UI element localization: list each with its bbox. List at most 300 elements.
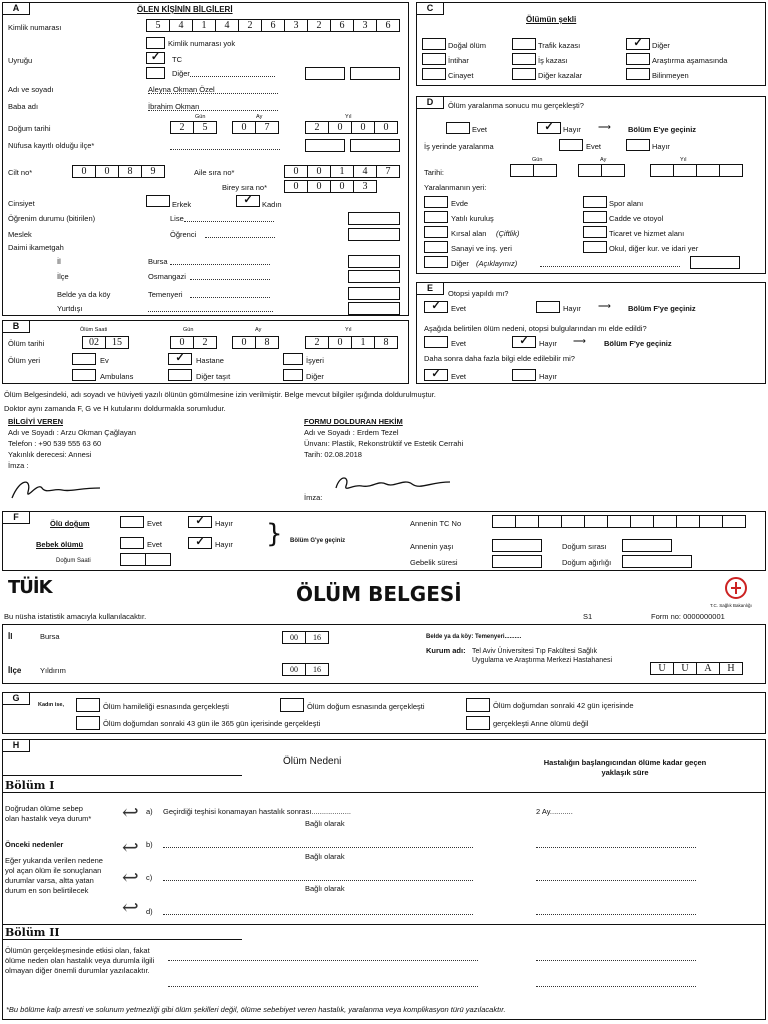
hook-b-icon: ↩ bbox=[122, 835, 139, 859]
section-e-tag: E bbox=[416, 282, 444, 295]
cause-b-letter: b) bbox=[146, 840, 153, 849]
ad-soyad-line bbox=[148, 93, 278, 94]
h-dogrudan: Doğrudan ölüme sebep olan hastalık veya durum* bbox=[5, 804, 92, 823]
belge-nusha: Bu nüsha istatistik amacıyla kullanılacaktır. bbox=[4, 612, 147, 621]
dogum-tarihi-label: Doğum tarihi bbox=[8, 124, 51, 133]
tc-digit: 1 bbox=[192, 19, 216, 32]
olum-gun[interactable] bbox=[170, 336, 216, 349]
gebelik-label: Gebelik süresi bbox=[410, 558, 458, 567]
dogum-gun[interactable] bbox=[170, 121, 216, 134]
kurum-kod-digit: U bbox=[673, 662, 697, 675]
olum-ay[interactable] bbox=[232, 336, 278, 349]
tc-digits[interactable] bbox=[146, 19, 399, 32]
h-sure-header: Hastalığın başlangıcından ölüme kadar geçen yaklaşık süre bbox=[543, 758, 707, 777]
d-goto-e: Bölüm E'ye geçiniz bbox=[628, 125, 697, 134]
daimi-il-label: İl bbox=[57, 257, 61, 266]
h-eger: Eğer yukarıda verilen nedene yol açan ölüm ile sonuçlanan durumlar varsa, altta yatan durum en son belirtilecek bbox=[5, 856, 103, 895]
yaralanma-yeri-label: Yaralanmanın yeri: bbox=[424, 183, 487, 192]
f-goto-g: Bölüm G'ye geçiniz bbox=[290, 538, 346, 544]
nufus-code-1[interactable] bbox=[305, 139, 345, 152]
olum-ay-h: Ay bbox=[255, 327, 262, 333]
daimi-yurtdisi-code[interactable] bbox=[348, 302, 400, 315]
intihar-checkbox[interactable] bbox=[422, 53, 446, 65]
hekim-ad: Adı ve Soyadı : Erdem Tezel bbox=[304, 428, 399, 437]
section-a-title: ÖLEN KİŞİNİN BİLGİLERİ bbox=[137, 5, 233, 14]
dogum-agirligi-field[interactable] bbox=[622, 555, 692, 568]
meslek-code[interactable] bbox=[348, 228, 400, 241]
il-code-digit: 00 bbox=[282, 631, 306, 644]
ev-checkbox[interactable] bbox=[72, 353, 96, 365]
daimi-il-value: Bursa bbox=[148, 257, 168, 266]
veren-title: BİLGİYİ VEREN bbox=[8, 417, 64, 426]
d-diger-line bbox=[540, 266, 680, 267]
hook-d-icon: ↩ bbox=[122, 895, 139, 919]
d-tarihi-label: Tarihi: bbox=[424, 168, 445, 177]
annenin-tc-label: Annenin TC No bbox=[410, 519, 462, 528]
g-o4-label: Ölüm doğumdan sonraki 43 gün ile 365 gün içerisinde gerçekleşti bbox=[103, 719, 321, 728]
dogal-label: Doğal ölüm bbox=[448, 41, 486, 50]
date-digit bbox=[673, 164, 697, 177]
sanayi-checkbox[interactable] bbox=[424, 241, 448, 253]
d-ay-h: Ay bbox=[600, 157, 607, 163]
tc-digit: 5 bbox=[146, 19, 170, 32]
section-g-tag: G bbox=[2, 692, 30, 705]
dogum-agirligi-label: Doğum ağırlığı bbox=[562, 558, 612, 567]
date-digit bbox=[601, 164, 625, 177]
uyruk-code-1[interactable] bbox=[305, 67, 345, 80]
annenin-tc-digits[interactable] bbox=[492, 515, 745, 528]
nufus-line bbox=[170, 149, 280, 150]
birey-label: Birey sıra no* bbox=[222, 183, 268, 192]
bilinmeyen-label: Bilinmeyen bbox=[652, 71, 689, 80]
olum-saati[interactable] bbox=[82, 336, 128, 349]
kurum-kod-digit: A bbox=[696, 662, 720, 675]
date-digit bbox=[510, 164, 534, 177]
erkek-checkbox[interactable] bbox=[146, 195, 170, 207]
otopsi-hayir-label: Hayır bbox=[563, 304, 581, 313]
birey-digit: 0 bbox=[330, 180, 354, 193]
intihar-label: İntihar bbox=[448, 56, 469, 65]
il-code-digit: 16 bbox=[305, 631, 329, 644]
g-o4-checkbox[interactable] bbox=[76, 716, 100, 730]
date-digit: 2 bbox=[170, 121, 194, 134]
aile-digit: 0 bbox=[284, 165, 308, 178]
fazla-hayir-label: Hayır bbox=[539, 372, 557, 381]
cilt-digit: 9 bbox=[141, 165, 165, 178]
ev-label: Ev bbox=[100, 356, 109, 365]
nufus-code-2[interactable] bbox=[350, 139, 400, 152]
is-kazasi-label: İş kazası bbox=[538, 56, 568, 65]
tc-none-label: Kimlik numarası yok bbox=[168, 39, 236, 48]
trafik-checkbox[interactable] bbox=[512, 38, 536, 50]
olum-saati-h: Ölüm Saati bbox=[80, 327, 108, 333]
daimi-yurtdisi-label: Yurtdışı bbox=[57, 304, 83, 313]
d-evet-checkbox[interactable] bbox=[446, 122, 470, 134]
belge-s1: S1 bbox=[583, 612, 593, 621]
cinayet-checkbox[interactable] bbox=[422, 68, 446, 80]
daimi-belde-code[interactable] bbox=[348, 287, 400, 300]
veren-signature bbox=[10, 474, 105, 504]
date-digit: 0 bbox=[328, 336, 352, 349]
meslek-label: Meslek bbox=[8, 230, 32, 239]
cause-a-sure: 2 Ay........... bbox=[536, 807, 573, 816]
daimi-belde-label: Belde ya da köy bbox=[57, 290, 111, 299]
bolum2-line-2[interactable] bbox=[168, 986, 478, 987]
aile-digit: 7 bbox=[376, 165, 400, 178]
bebek-evet-checkbox[interactable] bbox=[120, 537, 144, 549]
tc-none-checkbox[interactable] bbox=[146, 37, 165, 49]
belge-title: ÖLÜM BELGESİ bbox=[296, 582, 462, 606]
tc-digit: 2 bbox=[307, 19, 331, 32]
location-block bbox=[2, 624, 766, 684]
arastirma-label: Araştırma aşamasında bbox=[652, 56, 728, 65]
dogum-gun-h: Gün bbox=[195, 114, 206, 120]
isyeri-evet-checkbox[interactable] bbox=[559, 139, 583, 151]
date-digit bbox=[696, 164, 720, 177]
otopsi-evet-label: Evet bbox=[451, 304, 467, 313]
kadin-checkbox[interactable]: ✓ bbox=[236, 195, 260, 207]
ilce-code-digit: 00 bbox=[282, 663, 306, 676]
birey-digit: 3 bbox=[353, 180, 377, 193]
bebek-hayir-checkbox[interactable]: ✓ bbox=[188, 537, 212, 549]
daimi-label: Daimi ikametgah bbox=[8, 243, 64, 252]
g-kadin-label: Kadın ise, bbox=[38, 702, 64, 708]
isyeri-checkbox[interactable] bbox=[283, 353, 303, 365]
bulgu-hayir-label: Hayır bbox=[539, 339, 557, 348]
dogum-sirasi-field[interactable] bbox=[622, 539, 672, 552]
ministry-label: T.C. Sağlık Bakanlığı bbox=[710, 603, 752, 608]
hekim-title: FORMU DOLDURAN HEKİM bbox=[304, 417, 403, 426]
section-h-tag: H bbox=[2, 739, 30, 752]
hekim-signature bbox=[332, 470, 452, 500]
cause-c-letter: c) bbox=[146, 873, 153, 882]
date-digit: 0 bbox=[232, 121, 256, 134]
bolum2-line-1[interactable] bbox=[168, 960, 478, 961]
ticaret-checkbox[interactable] bbox=[583, 226, 607, 238]
h-divider-4 bbox=[2, 939, 242, 940]
cadde-checkbox[interactable] bbox=[583, 211, 607, 223]
d-hayir-checkbox[interactable]: ✓ bbox=[537, 122, 561, 134]
gebelik-field[interactable] bbox=[492, 555, 542, 568]
date-digit: 8 bbox=[374, 336, 398, 349]
is-kazasi-checkbox[interactable] bbox=[512, 53, 536, 65]
isyeri-hayir-checkbox[interactable] bbox=[626, 139, 650, 151]
d-diger-code[interactable] bbox=[690, 256, 740, 269]
section-c-title: Ölümün şekli bbox=[526, 15, 577, 24]
okul-checkbox[interactable] bbox=[583, 241, 607, 253]
annenin-tc-digit bbox=[653, 515, 677, 528]
g-o5-checkbox[interactable] bbox=[466, 716, 490, 730]
g-o2-checkbox[interactable] bbox=[280, 698, 304, 712]
dogum-ay-h: Ay bbox=[256, 114, 263, 120]
annenin-tc-digit bbox=[699, 515, 723, 528]
date-digit: 0 bbox=[170, 336, 194, 349]
loc-ilce-code[interactable] bbox=[282, 663, 328, 676]
e-q2: Aşağıda belirtilen ölüm nedeni, otopsi bulgularından mı elde edildi? bbox=[424, 324, 647, 333]
evde-label: Evde bbox=[451, 199, 469, 208]
loc-il-label: İl bbox=[8, 632, 13, 641]
d-diger-label: Diğer bbox=[451, 259, 469, 268]
cilt-digit: 0 bbox=[95, 165, 119, 178]
ogrenim-value: Lise bbox=[170, 214, 184, 223]
date-digit: 0 bbox=[374, 121, 398, 134]
veren-tel: Telefon : +90 539 555 63 60 bbox=[8, 439, 102, 448]
dogal-checkbox[interactable] bbox=[422, 38, 446, 50]
section-c-tag: C bbox=[416, 2, 444, 15]
dogum-saati-min[interactable] bbox=[145, 553, 171, 566]
olum-yeri-diger-checkbox[interactable] bbox=[283, 369, 303, 381]
ogrenim-code[interactable] bbox=[348, 212, 400, 225]
cadde-label: Cadde ve otoyol bbox=[609, 214, 664, 223]
date-digit: 0 bbox=[351, 121, 375, 134]
loc-kurum-label: Kurum adı: bbox=[426, 646, 466, 655]
ad-soyad-value: Aleyna Okman Özel bbox=[148, 85, 215, 94]
annenin-tc-digit bbox=[538, 515, 562, 528]
tc-digit: 4 bbox=[215, 19, 239, 32]
sekil-diger-label: Diğer bbox=[652, 41, 670, 50]
trafik-label: Trafik kazası bbox=[538, 41, 581, 50]
g-o3-checkbox[interactable] bbox=[466, 698, 490, 712]
date-digit bbox=[533, 164, 557, 177]
olu-dogum-evet-checkbox[interactable] bbox=[120, 516, 144, 528]
diger-kazalar-checkbox[interactable] bbox=[512, 68, 536, 80]
date-digit: 0 bbox=[232, 336, 256, 349]
date-digit: 2 bbox=[193, 336, 217, 349]
olu-dogum-hayir-checkbox[interactable]: ✓ bbox=[188, 516, 212, 528]
cause-d-sure-line[interactable] bbox=[536, 914, 696, 915]
arastirma-checkbox[interactable] bbox=[626, 53, 650, 65]
diger-kazalar-label: Diğer kazalar bbox=[538, 71, 583, 80]
e-arrow-icon: ⟶ bbox=[598, 301, 611, 311]
bebek-olumu-label: Bebek ölümü bbox=[36, 540, 84, 549]
cilt-digits[interactable] bbox=[72, 165, 164, 178]
olum-tarihi-label: Ölüm tarihi bbox=[8, 339, 45, 348]
note-line-2: Doktor aynı zamanda F, G ve H kutularını doldurmakla sorumludur. bbox=[4, 404, 226, 413]
cause-d-line[interactable] bbox=[163, 914, 473, 915]
veren-yakinlik: Yakınlık derecesi: Annesi bbox=[8, 450, 92, 459]
hekim-imza-label: İmza: bbox=[304, 493, 323, 502]
annenin-yasi-field[interactable] bbox=[492, 539, 542, 552]
d-tarih-yil[interactable] bbox=[650, 164, 742, 177]
cause-c-sure-line[interactable] bbox=[536, 880, 696, 881]
cilt-label: Cilt no* bbox=[8, 168, 33, 177]
e-goto-f-1: Bölüm F'ye geçiniz bbox=[628, 304, 696, 313]
d-gun-h: Gün bbox=[532, 157, 543, 163]
time-digit: 02 bbox=[82, 336, 106, 349]
bilinmeyen-checkbox[interactable] bbox=[626, 68, 650, 80]
cilt-digit: 0 bbox=[72, 165, 96, 178]
daimi-il-line bbox=[170, 264, 270, 265]
date-digit bbox=[719, 164, 743, 177]
ogrenim-label: Öğrenim durumu (bitirilen) bbox=[8, 214, 96, 223]
note-line-1: Ölüm Belgesindeki, adı soyadı ve hüviyeti yazılı ölünün gömülmesine izin verilmiştir. Belge mevcut bilgiler ışığında doldurulmuştur. bbox=[4, 390, 436, 399]
daimi-il-code[interactable] bbox=[348, 255, 400, 268]
h-divider-3 bbox=[2, 924, 766, 925]
birey-digit: 0 bbox=[307, 180, 331, 193]
section-d-tag: D bbox=[416, 96, 444, 109]
cause-b-sure-line[interactable] bbox=[536, 847, 696, 848]
bulgu-evet-label: Evet bbox=[451, 339, 467, 348]
olu-dogum-evet-label: Evet bbox=[147, 519, 163, 528]
h-title: Ölüm Nedeni bbox=[283, 756, 342, 767]
section-a-tag: A bbox=[2, 2, 30, 15]
g-o1-checkbox[interactable] bbox=[76, 698, 100, 712]
annenin-tc-digit bbox=[676, 515, 700, 528]
date-digit: 8 bbox=[255, 336, 279, 349]
tc-digit: 6 bbox=[330, 19, 354, 32]
hastane-checkbox[interactable]: ✓ bbox=[168, 353, 192, 365]
annenin-tc-digit bbox=[492, 515, 516, 528]
loc-belde: Belde ya da köy: Temenyeri.......... bbox=[426, 634, 522, 640]
spor-label: Spor alanı bbox=[609, 199, 644, 208]
baba-line bbox=[148, 110, 278, 111]
annenin-tc-digit bbox=[607, 515, 631, 528]
date-digit bbox=[650, 164, 674, 177]
bulgu-evet-checkbox[interactable] bbox=[424, 336, 448, 348]
baba-value: İbrahim Okman bbox=[148, 102, 200, 111]
yatili-checkbox[interactable] bbox=[424, 211, 448, 223]
ogrenim-line bbox=[184, 221, 274, 222]
uyruk-code-2[interactable] bbox=[350, 67, 400, 80]
bolum2-sure-line-1[interactable] bbox=[536, 960, 696, 961]
h-onceki: Önceki nedenler bbox=[5, 840, 64, 849]
daimi-belde-value: Temenyeri bbox=[148, 290, 183, 299]
ambulans-checkbox[interactable] bbox=[72, 369, 96, 381]
kadin-label: Kadın bbox=[262, 200, 282, 209]
annenin-yasi-label: Annenin yaşı bbox=[410, 542, 454, 551]
h-bolum2: Bölüm II bbox=[5, 926, 60, 939]
fazla-hayir-checkbox[interactable] bbox=[512, 369, 536, 381]
bagli-1: Bağlı olarak bbox=[305, 819, 345, 828]
dogum-ay[interactable] bbox=[232, 121, 278, 134]
veren-ad: Adı ve Soyadı : Arzu Okman Çağlayan bbox=[8, 428, 136, 437]
uyruk-diger-label: Diğer bbox=[172, 69, 190, 78]
e-arrow2-icon: ⟶ bbox=[573, 336, 586, 346]
daimi-yurtdisi-line bbox=[148, 311, 273, 312]
kurum-kod-digit: H bbox=[719, 662, 743, 675]
ministry-logo bbox=[722, 576, 750, 602]
olum-yil-h: Yıl bbox=[345, 327, 352, 333]
aile-digits[interactable] bbox=[284, 165, 399, 178]
d-arrow-icon: ⟶ bbox=[598, 122, 611, 132]
d-diger-checkbox[interactable] bbox=[424, 256, 448, 268]
cilt-digit: 8 bbox=[118, 165, 142, 178]
olum-yeri-diger-label: Diğer bbox=[306, 372, 324, 381]
cause-d-letter: d) bbox=[146, 907, 153, 916]
aile-digit: 4 bbox=[353, 165, 377, 178]
dogum-yil[interactable] bbox=[305, 121, 397, 134]
otopsi-evet-checkbox[interactable]: ✓ bbox=[424, 301, 448, 313]
brace-icon: } bbox=[266, 519, 283, 549]
olum-yil[interactable] bbox=[305, 336, 397, 349]
g-o2-label: Ölüm doğum esnasında gerçekleşti bbox=[307, 702, 425, 711]
spor-checkbox[interactable] bbox=[583, 196, 607, 208]
g-o3-label: Ölüm doğumdan sonraki 42 gün içerisinde bbox=[493, 701, 634, 710]
tc-digit: 6 bbox=[261, 19, 285, 32]
cinayet-label: Cinayet bbox=[448, 71, 474, 80]
diger-tasit-label: Diğer taşıt bbox=[196, 372, 231, 381]
loc-il-code[interactable] bbox=[282, 631, 328, 644]
uyruk-diger-line bbox=[190, 76, 275, 77]
annenin-tc-digit bbox=[584, 515, 608, 528]
d-hayir-label: Hayır bbox=[563, 125, 581, 134]
birey-digits[interactable] bbox=[284, 180, 376, 193]
h-footnote: *Bu bölüme kalp arresti ve solunum yetmezliği gibi ölüm şekilleri değil, ölüme sebebiyet veren hastalık, yaralanma veya komplikasyon türü yazılacaktır. bbox=[6, 1005, 506, 1014]
daimi-belde-line bbox=[190, 297, 270, 298]
belge-form-no: Form no: 0000000001 bbox=[651, 612, 725, 621]
hekim-unvan: Ünvanı: Plastik, Rekonstrüktif ve Estetik Cerrahi bbox=[304, 439, 464, 448]
cause-a-letter: a) bbox=[146, 807, 153, 816]
tc-checkbox[interactable]: ✓ bbox=[146, 52, 165, 64]
daimi-ilce-label: İlçe bbox=[57, 272, 69, 281]
cause-b-line[interactable] bbox=[163, 847, 473, 848]
olu-dogum-hayir-label: Hayır bbox=[215, 519, 233, 528]
aile-digit: 0 bbox=[307, 165, 331, 178]
e-q1: Otopsi yapıldı mı? bbox=[448, 289, 509, 298]
annenin-tc-digit bbox=[561, 515, 585, 528]
evde-checkbox[interactable] bbox=[424, 196, 448, 208]
bebek-hayir-label: Hayır bbox=[215, 540, 233, 549]
section-a bbox=[2, 2, 409, 316]
otopsi-hayir-checkbox[interactable] bbox=[536, 301, 560, 313]
dogum-saati-hour[interactable] bbox=[120, 553, 146, 566]
d-tarih-gun[interactable] bbox=[510, 164, 556, 177]
dogum-sirasi-label: Doğum sırası bbox=[562, 542, 607, 551]
time-digit: 15 bbox=[105, 336, 129, 349]
annenin-tc-digit bbox=[630, 515, 654, 528]
date-digit: 0 bbox=[328, 121, 352, 134]
olum-yeri-label: Ölüm yeri bbox=[8, 356, 41, 365]
baba-label: Baba adı bbox=[8, 102, 39, 111]
date-digit: 1 bbox=[351, 336, 375, 349]
tc-digit: 3 bbox=[353, 19, 377, 32]
g-o3b-label: gerçekleşti Anne ölümü değil bbox=[493, 719, 589, 728]
d-yil-h: Yıl bbox=[680, 157, 687, 163]
tuik-logo: TÜİK bbox=[8, 577, 52, 598]
d-tarih-ay[interactable] bbox=[578, 164, 624, 177]
bulgu-hayir-checkbox[interactable]: ✓ bbox=[512, 336, 536, 348]
yatili-label: Yatılı kuruluş bbox=[451, 214, 494, 223]
cause-c-line[interactable] bbox=[163, 880, 473, 881]
sanayi-label: Sanayi ve inş. yeri bbox=[451, 244, 512, 253]
fazla-evet-checkbox[interactable]: ✓ bbox=[424, 369, 448, 381]
kirsal-checkbox[interactable] bbox=[424, 226, 448, 238]
bebek-evet-label: Evet bbox=[147, 540, 163, 549]
hastane-label: Hastane bbox=[196, 356, 224, 365]
tc-digit: 4 bbox=[169, 19, 193, 32]
diger-tasit-checkbox[interactable] bbox=[168, 369, 192, 381]
sekil-diger-checkbox[interactable]: ✓ bbox=[626, 38, 650, 50]
erkek-label: Erkek bbox=[172, 200, 192, 209]
tc-digit: 6 bbox=[376, 19, 400, 32]
aile-label: Aile sıra no* bbox=[194, 168, 235, 177]
loc-ilce-value: Yıldırım bbox=[40, 666, 66, 675]
uyruk-diger-checkbox[interactable] bbox=[146, 67, 165, 79]
section-f-tag: F bbox=[2, 511, 30, 524]
e-goto-f-2: Bölüm F'ye geçiniz bbox=[604, 339, 672, 348]
fazla-evet-label: Evet bbox=[451, 372, 467, 381]
e-q3: Daha sonra daha fazla bilgi elde edilebilir mi? bbox=[424, 354, 575, 363]
daimi-ilce-line bbox=[190, 279, 270, 280]
daimi-ilce-code[interactable] bbox=[348, 270, 400, 283]
tc-digit: 3 bbox=[284, 19, 308, 32]
kirsal-label: Kırsal alan bbox=[451, 229, 487, 238]
isyeri-evet-label: Evet bbox=[586, 142, 602, 151]
section-b-tag: B bbox=[2, 320, 30, 333]
kurum-kod bbox=[650, 662, 742, 675]
loc-ilce-label: İlçe bbox=[8, 666, 22, 675]
bolum2-sure-line-2[interactable] bbox=[536, 986, 696, 987]
